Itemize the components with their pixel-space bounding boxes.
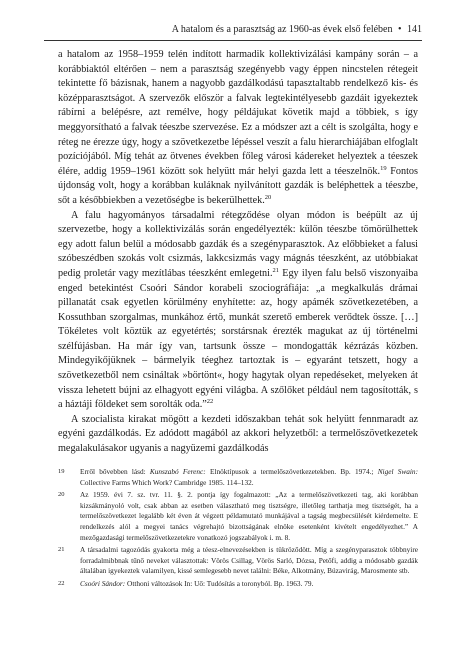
paragraph-1-text-a: a hatalom az 1958–1959 telén indított harmadik kollektivizálási kampány során – a korábbiaktól eltérően – nem a parasztság szegényebb vagy éppen nincstelen rétegeit tekintette fő bázisnak, hanem a nagyobb gazdálkodású tapasztaltabb rendelkező kis- és középparasztságot. A szervezők először a falvak legtekintélyesebb gazdáit igyekeztek rábírni a belépésre, azt remélve, hogy példájukat követik majd a többiek, s így meggyorsítható a falvak téeszbe szervezése. Ez a módszer azt a célt is szolgálta, hogy e réteg ne érezze úgy, hogy a szövetkezetbe lépéssel veszít a falu hierarchiájában elfoglalt pozíciójából. Míg tehát az ötvenes években főleg városi kádereket helyeztek a téeszek élére, addig 1959–1961 között sok helyütt már helyi gazda lett a téeszelnök. (58, 49, 418, 177)
paragraph-1 (58, 48, 418, 209)
footnote-19 (58, 467, 418, 488)
footnote-text: Elnöktípusok a termelőszövetkezetekben. Bp. 1974.; (205, 467, 378, 476)
footnote-number: 20 (58, 491, 65, 499)
footnote-number: 19 (58, 468, 65, 475)
header-rule (44, 40, 422, 41)
footnote-author: Kunszabó Ferenc: (149, 467, 206, 476)
footnote-ref-21: 21 (272, 266, 279, 274)
paragraph-3 (58, 413, 418, 457)
footnote-author: Csoóri Sándor: (80, 578, 126, 588)
footnotes (58, 467, 418, 592)
footnote-text: Collective Farms Which Work? Cambridge 1985. 114–132. (80, 477, 254, 487)
footnote-21 (58, 545, 418, 577)
paragraph-2-text-b: Egy ilyen falu belső viszonyaiba enged betekintést Csoóri Sándor korabeli szociográfiája: „a megkalkulás drámai pillanatát csak egyetlen körülmény enyhítette: az, hogy apámék szövetkezetében, a Kossuthban szorgalmas, munkához értő, munkát szerető emberek verődtek össze. […] Tökéletes volt köztük az egyetértés; sorstársnak érezték magukat az új történelmi szélfújásban. Ha már így van, tartsunk össze – mondogatták kézrázás közben. Mindegyikőjüknek – bármelyik téeghez tartoztak is – egyaránt tetszett, hogy a szövetkezetből nem csináltak »börtönt«, hogy hagytak olyan repedéseket, melyeken át vissza lehetett bújni az elhagyott egyéni világba. A szőlőket például nem tagosították, s a háztáji földeket sem sorolták oda.” (58, 267, 418, 411)
footnote-22 (58, 579, 418, 590)
footnote-text: Erről bővebben lásd: (80, 467, 150, 476)
footnote-20 (58, 490, 418, 543)
paragraph-2 (58, 209, 418, 413)
running-header-title: A hatalom és a parasztság az 1960-as évek első felében (171, 24, 393, 35)
body-text (58, 48, 418, 457)
footnote-number: 21 (58, 546, 65, 554)
footnote-ref-19: 19 (380, 164, 387, 172)
footnote-text: Otthoni változások In: Uő: Tudósítás a toronyból. Bp. 1963. 79. (125, 578, 314, 588)
footnote-author: Nigel Swain: (377, 467, 419, 476)
page-number: 141 (407, 24, 422, 35)
footnote-number: 22 (58, 579, 65, 587)
footnote-ref-22: 22 (206, 398, 214, 406)
paragraph-1-text-b: Fontos újdonság volt, hogy a korábban kuláknak nyilvánított gazdák is beléphettek a téeszbe, sőt a későbbiekben a vezetőségbe is bekerülhettek. (58, 165, 418, 206)
footnote-ref-20: 20 (264, 193, 272, 201)
header-bullet: • (397, 24, 402, 35)
footnote-text: Az 1959. évi 7. sz. tvr. 11. §. 2. pontja így fogalmazott: „Az a termelőszövetkezeti tag, aki korábban kizsákmányoló volt, csak abban az esetben választható meg tisztségre, illetőleg tarthatja meg tisztségét, ha a termelőszövetkezet legalább két éven át végzett példamutató munkájával a tagság megbecsülését kiérdemelte. E rendelkezés alól a megyei tanács végrehajtó bizottságának elnöke esetenként kivételt engedélyezhet.” A mezőgazdasági termelőszövetkezetekre vonatkozó jogszabályok i. m. 8. (80, 490, 418, 542)
paragraph-3-text: A szocialista kirakat mögött a kezdeti időszakban tehát sok helyütt fennmaradt az egyéni gazdálkodás. Ez adódott magából az akkori helyzetből: a termelőszövetkezetek megalakulásakor ugyanis a nagyüzemi gazdálkodás (58, 413, 418, 455)
running-header (44, 24, 422, 36)
paragraph-2-text-a: A falu hagyományos társadalmi rétegződése olyan módon is beépült az új szervezetbe, hogy a kollektivizálás során engedélyezték: külön téeszbe tömörülhettek egy adott falun belül a módosabb gazdák és a szegényparasztok. Az előbbieket a falusi szóbeszédben szokás volt csizmás, lakkcsizmás vagy mágnás téeszként, az utóbbiakat pedig proletár vagy mezítlábas téeszként emlegetni. (58, 209, 418, 279)
footnote-text: A társadalmi tagozódás gyakorta még a téesz-elnevezésekben is tükröződött. Míg a szegényparasztok többnyire forradalmibbnak tűnő neveket választottak: Vörös Csillag, Vörös Sarló, Dózsa, Petőfi, addig a módosabb gazdák általában igyekeztek valamilyen, kissé semlegesebb nevet találni: Béke, Alkotmány, Búzavirág, Marosmente stb. (80, 545, 418, 576)
